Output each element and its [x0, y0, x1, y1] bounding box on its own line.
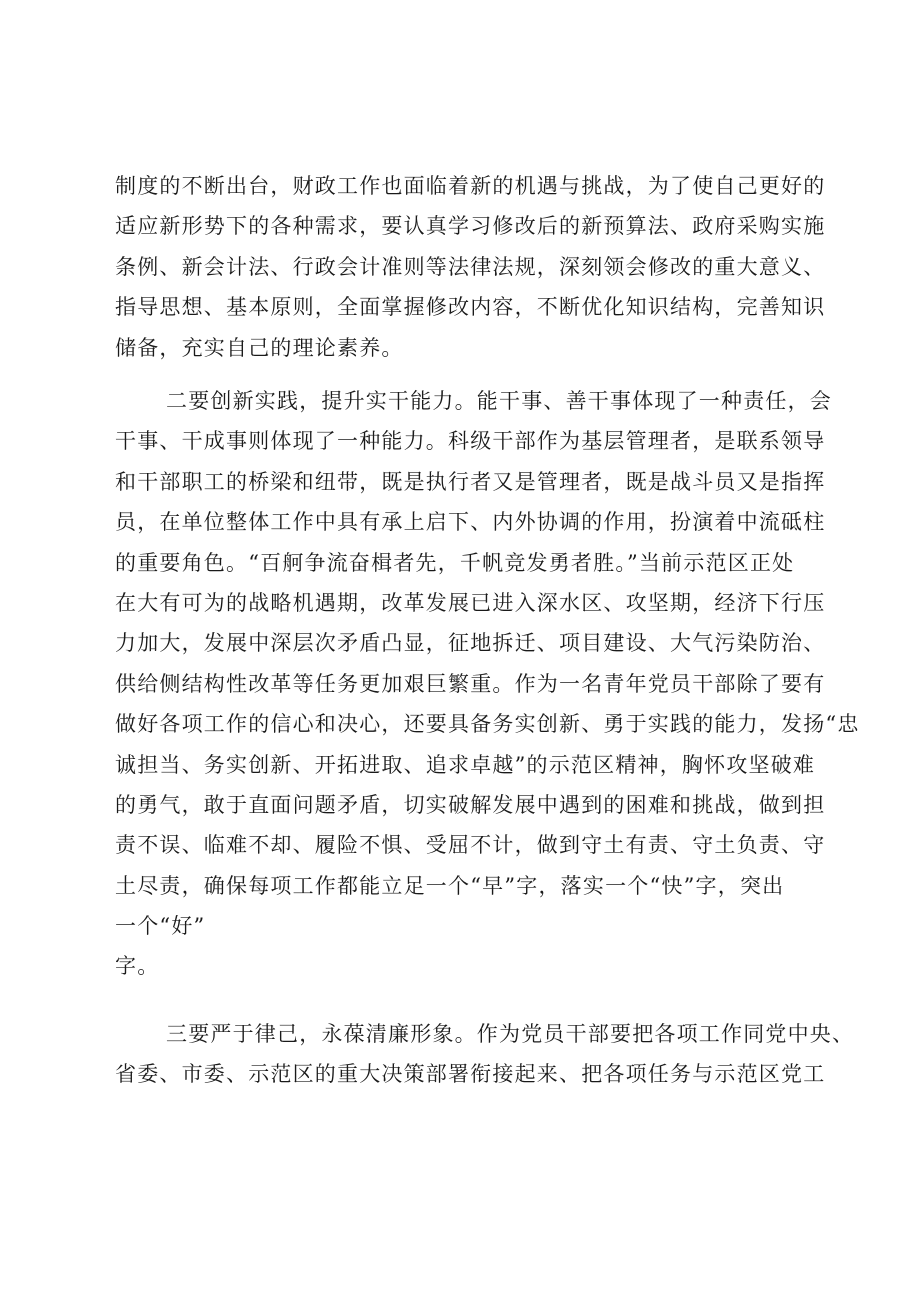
paragraph-2 [115, 381, 860, 987]
text-line: 适应新形势下的各种需求，要认真学习修改后的新预算法、政府采购实施 [115, 214, 826, 239]
text-line: 供给侧结构性改革等任务更加艰巨繁重。作为一名青年党员干部除了要有 [115, 671, 826, 696]
text-line: 和干部职工的桥梁和纽带，既是执行者又是管理者，既是战斗员又是指挥 [115, 469, 826, 494]
paragraph-1 [115, 166, 826, 368]
text-line: 三要严于律己，永葆清廉形象。作为党员干部要把各项工作同党中央、 [166, 1022, 855, 1046]
text-line: 省委、市委、示范区的重大决策部署衔接起来、把各项任务与示范区党工 [115, 1062, 826, 1087]
text-line: 干事、干成事则体现了一种能力。科级干部作为基层管理者，是联系领导 [115, 429, 826, 454]
text-line: 土尽责，确保每项工作都能立足一个“早”字，落实一个“快”字，突出 [115, 873, 785, 898]
text-line: 储备，充实自己的理论素养。 [115, 335, 404, 360]
text-line: 诚担当、务实创新、开拓进取、追求卓越”的示范区精神，胸怀攻坚破难 [115, 752, 816, 777]
text-line: 责不误、临难不却、履险不惧、受屈不计，做到守土有责、守土负责、守 [115, 833, 826, 858]
text-line: 做好各项工作的信心和决心，还要具备务实创新、勇于实践的能力，发扬“忠 [115, 712, 860, 737]
text-line: 条例、新会计法、行政会计准则等法律法规，深刻领会修改的重大意义、 [115, 254, 826, 279]
text-line: 制度的不断出台，财政工作也面临着新的机遇与挑战，为了使自己更好的 [115, 174, 826, 198]
text-line: 力加大，发展中深层次矛盾凸显，征地拆迁、项目建设、大气污染防治、 [115, 631, 826, 656]
text-line: 的重要角色。“百舸争流奋楫者先，千帆竞发勇者胜。”当前示范区正处 [115, 550, 795, 575]
text-line: 的勇气，敢于直面问题矛盾，切实破解发展中遇到的困难和挑战，做到担 [115, 792, 826, 817]
paragraph-3 [115, 1014, 855, 1095]
text-line: 二要创新实践，提升实干能力。能干事、善干事体现了一种责任，会 [166, 389, 832, 413]
text-line: 在大有可为的战略机遇期，改革发展已进入深水区、攻坚期，经济下行压 [115, 590, 826, 615]
text-line: 一个“好” [115, 914, 206, 939]
text-line: 字。 [115, 954, 160, 979]
text-line: 指导思想、基本原则，全面掌握修改内容，不断优化知识结构，完善知识 [115, 295, 826, 320]
text-line: 员，在单位整体工作中具有承上启下、内外协调的作用，扮演着中流砥柱 [115, 510, 826, 535]
